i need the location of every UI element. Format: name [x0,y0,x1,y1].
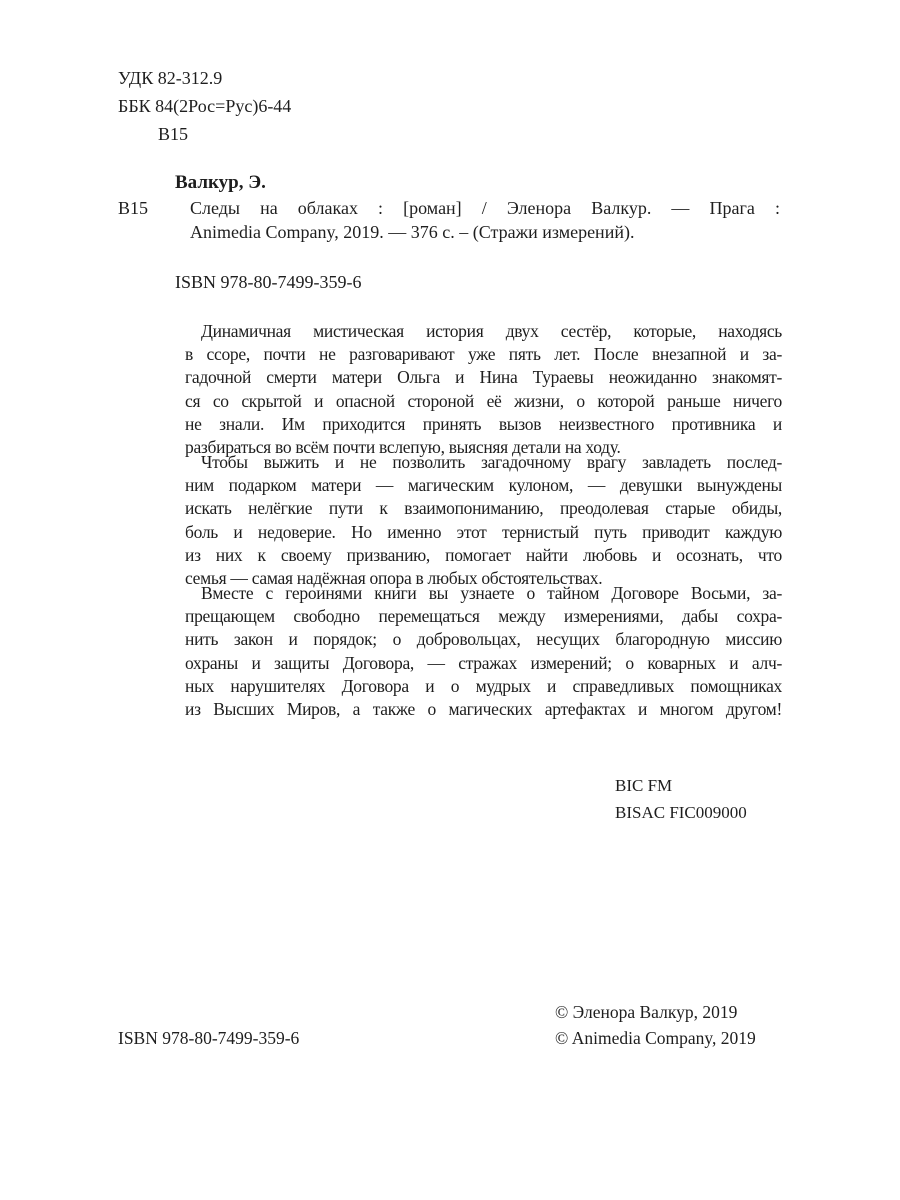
bic-code: BIC FM [615,776,673,795]
annotation-line: ных нарушителях Договора и о мудрых и справедливых помощниках [185,675,782,696]
annotation-paragraph [185,582,782,721]
annotation-paragraph [185,320,782,459]
record-author-mark: В15 [118,198,149,218]
annotation-line: Чтобы выжить и не позволить загадочному врагу завладеть послед- [201,452,782,472]
record-description-line: Animedia Company, 2019. — 376 с. – (Стражи измерений). [190,222,635,242]
annotation-line: ним подарком матери — магическим кулоном, — девушки вынуждены [185,475,782,496]
annotation-line: семья — самая надёжная опора в любых обстоятельствах. [185,567,603,588]
annotation-line: не знали. Им приходится принять вызов неизвестного противника и [185,413,782,434]
udk-code: УДК 82-312.9 [118,68,223,88]
annotation-line: гадочной смерти матери Ольга и Нина Тураевы неожиданно знакомят- [185,367,782,388]
annotation-line: охраны и защиты Договора, — стражах измерений; о коварных и алч- [185,652,782,673]
footer-isbn: ISBN 978-80-7499-359-6 [118,1028,300,1048]
annotation-line: искать нелёгкие пути к взаимопониманию, преодолевая старые обиды, [185,498,782,519]
annotation-line: прещающем свободно перемещаться между измерениями, дабы сохра- [185,606,782,627]
annotation-line: разбираться во всём почти вслепую, выясняя детали на ходу. [185,436,621,457]
annotation-line: нить закон и порядок; о добровольцах, несущих благородную миссию [185,629,782,650]
author-mark: В15 [158,124,189,144]
annotation-line: из них к своему призванию, помогает найти любовь и осознать, что [185,544,782,565]
bbk-code: ББК 84(2Рос=Рус)6-44 [118,96,292,116]
annotation-paragraph [185,451,782,590]
annotation-line: Вместе с героинями книги вы узнаете о тайном Договоре Восьми, за- [201,583,782,603]
bisac-code: BISAC FIC009000 [615,803,747,822]
annotation-line: боль и недоверие. Но именно этот тернистый путь приводит каждую [185,521,782,542]
annotation-line: Динамичная мистическая история двух сестёр, которые, находясь [201,321,782,341]
author-heading: Валкур, Э. [175,172,266,193]
annotation-line: из Высших Миров, а также о магических артефактах и многом другом! [185,698,782,719]
record-description-line: Следы на облаках : [роман] / Эленора Валкур. — Прага : [190,198,780,218]
copyright-author: © Эленора Валкур, 2019 [555,1002,738,1022]
record-isbn: ISBN 978-80-7499-359-6 [175,272,362,292]
annotation-line: в ссоре, почти не разговаривают уже пять лет. После внезапной и за- [185,344,782,365]
copyright-publisher: © Animedia Company, 2019 [555,1028,756,1048]
annotation-line: ся со скрытой и опасной стороной её жизни, о которой раньше ничего [185,390,782,411]
